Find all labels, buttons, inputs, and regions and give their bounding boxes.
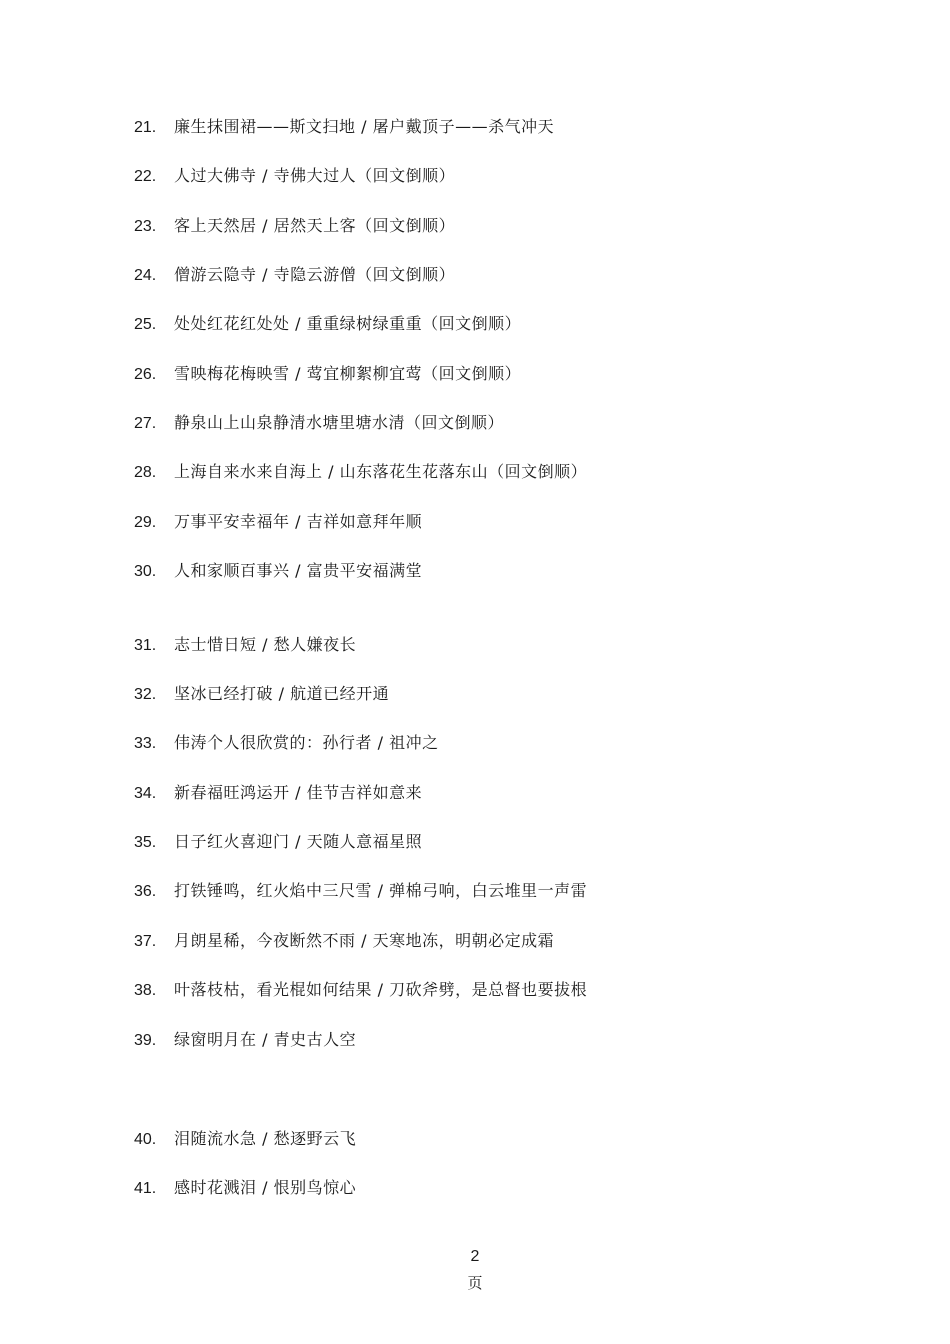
item-number: 38. <box>134 982 157 999</box>
item-text: 万事平安幸福年 / 吉祥如意拜年顺 <box>174 512 423 531</box>
item-number: 26. <box>134 366 157 383</box>
item-text: 日子红火喜迎门 / 天随人意福星照 <box>174 832 423 851</box>
page-number: 2 <box>470 1248 480 1265</box>
item-number: 29. <box>134 514 157 531</box>
item-number: 34. <box>134 785 157 802</box>
item-number: 25. <box>134 316 157 333</box>
item-text: 客上天然居 / 居然天上客（回文倒顺） <box>174 216 456 235</box>
item-number: 27. <box>134 415 157 432</box>
item-text: 上海自来水来自海上 / 山东落花生花落东山（回文倒顺） <box>174 462 588 481</box>
list-item <box>134 458 587 486</box>
list-item <box>134 631 356 659</box>
item-number: 32. <box>134 686 157 703</box>
item-number: 28. <box>134 464 157 481</box>
item-number: 30. <box>134 563 157 580</box>
item-number: 22. <box>134 168 157 185</box>
item-text: 雪映梅花梅映雪 / 莺宜柳絮柳宜莺（回文倒顺） <box>174 364 522 383</box>
list-item <box>134 557 422 585</box>
item-number: 33. <box>134 735 157 752</box>
list-item <box>134 877 587 905</box>
list-item <box>134 779 422 807</box>
item-text: 廉生抹围裙——斯文扫地 / 屠户戴顶子——杀气冲天 <box>174 117 555 136</box>
item-number: 21. <box>134 119 157 136</box>
item-number: 37. <box>134 933 157 950</box>
item-number: 24. <box>134 267 157 284</box>
item-number: 39. <box>134 1032 157 1049</box>
item-text: 泪随流水急 / 愁逐野云飞 <box>174 1129 357 1148</box>
list-item <box>134 162 455 190</box>
list-item <box>134 409 504 437</box>
item-text: 僧游云隐寺 / 寺隐云游僧（回文倒顺） <box>174 265 456 284</box>
item-text: 志士惜日短 / 愁人嫌夜长 <box>174 635 357 654</box>
item-text: 人过大佛寺 / 寺佛大过人（回文倒顺） <box>174 166 456 185</box>
item-number: 23. <box>134 218 157 235</box>
item-text: 感时花溅泪 / 恨别鸟惊心 <box>174 1178 357 1197</box>
list-item <box>134 212 455 240</box>
item-number: 41. <box>134 1180 157 1197</box>
item-number: 35. <box>134 834 157 851</box>
item-text: 静泉山上山泉静清水塘里塘水清（回文倒顺） <box>174 413 505 432</box>
item-text: 打铁锤鸣，红火焰中三尺雪 / 弹棉弓响，白云堆里一声雷 <box>174 881 588 900</box>
list-item <box>134 261 455 289</box>
item-text: 处处红花红处处 / 重重绿树绿重重（回文倒顺） <box>174 314 522 333</box>
item-number: 40. <box>134 1131 157 1148</box>
list-item <box>134 1026 356 1054</box>
list-item <box>134 360 521 388</box>
list-item <box>134 976 587 1004</box>
list-item <box>134 1125 356 1153</box>
list-item <box>134 508 422 536</box>
item-text: 人和家顺百事兴 / 富贵平安福满堂 <box>174 561 423 580</box>
list-item <box>134 828 422 856</box>
item-text: 伟涛个人很欣赏的：孙行者 / 祖冲之 <box>174 733 439 752</box>
list-item <box>134 927 554 955</box>
list-item <box>134 729 439 757</box>
list-item <box>134 113 554 141</box>
list-item <box>134 1174 356 1202</box>
item-text: 月朗星稀，今夜断然不雨 / 天寒地冻，明朝必定成霜 <box>174 931 555 950</box>
list-item <box>134 310 521 338</box>
item-text: 绿窗明月在 / 青史古人空 <box>174 1030 357 1049</box>
item-number: 31. <box>134 637 157 654</box>
item-text: 叶落枝枯，看光棍如何结果 / 刀砍斧劈，是总督也要拔根 <box>174 980 588 999</box>
list-item <box>134 680 389 708</box>
item-text: 新春福旺鸿运开 / 佳节吉祥如意来 <box>174 783 423 802</box>
item-number: 36. <box>134 883 157 900</box>
item-text: 坚冰已经打破 / 航道已经开通 <box>174 684 390 703</box>
page-label: 页 <box>467 1274 483 1292</box>
